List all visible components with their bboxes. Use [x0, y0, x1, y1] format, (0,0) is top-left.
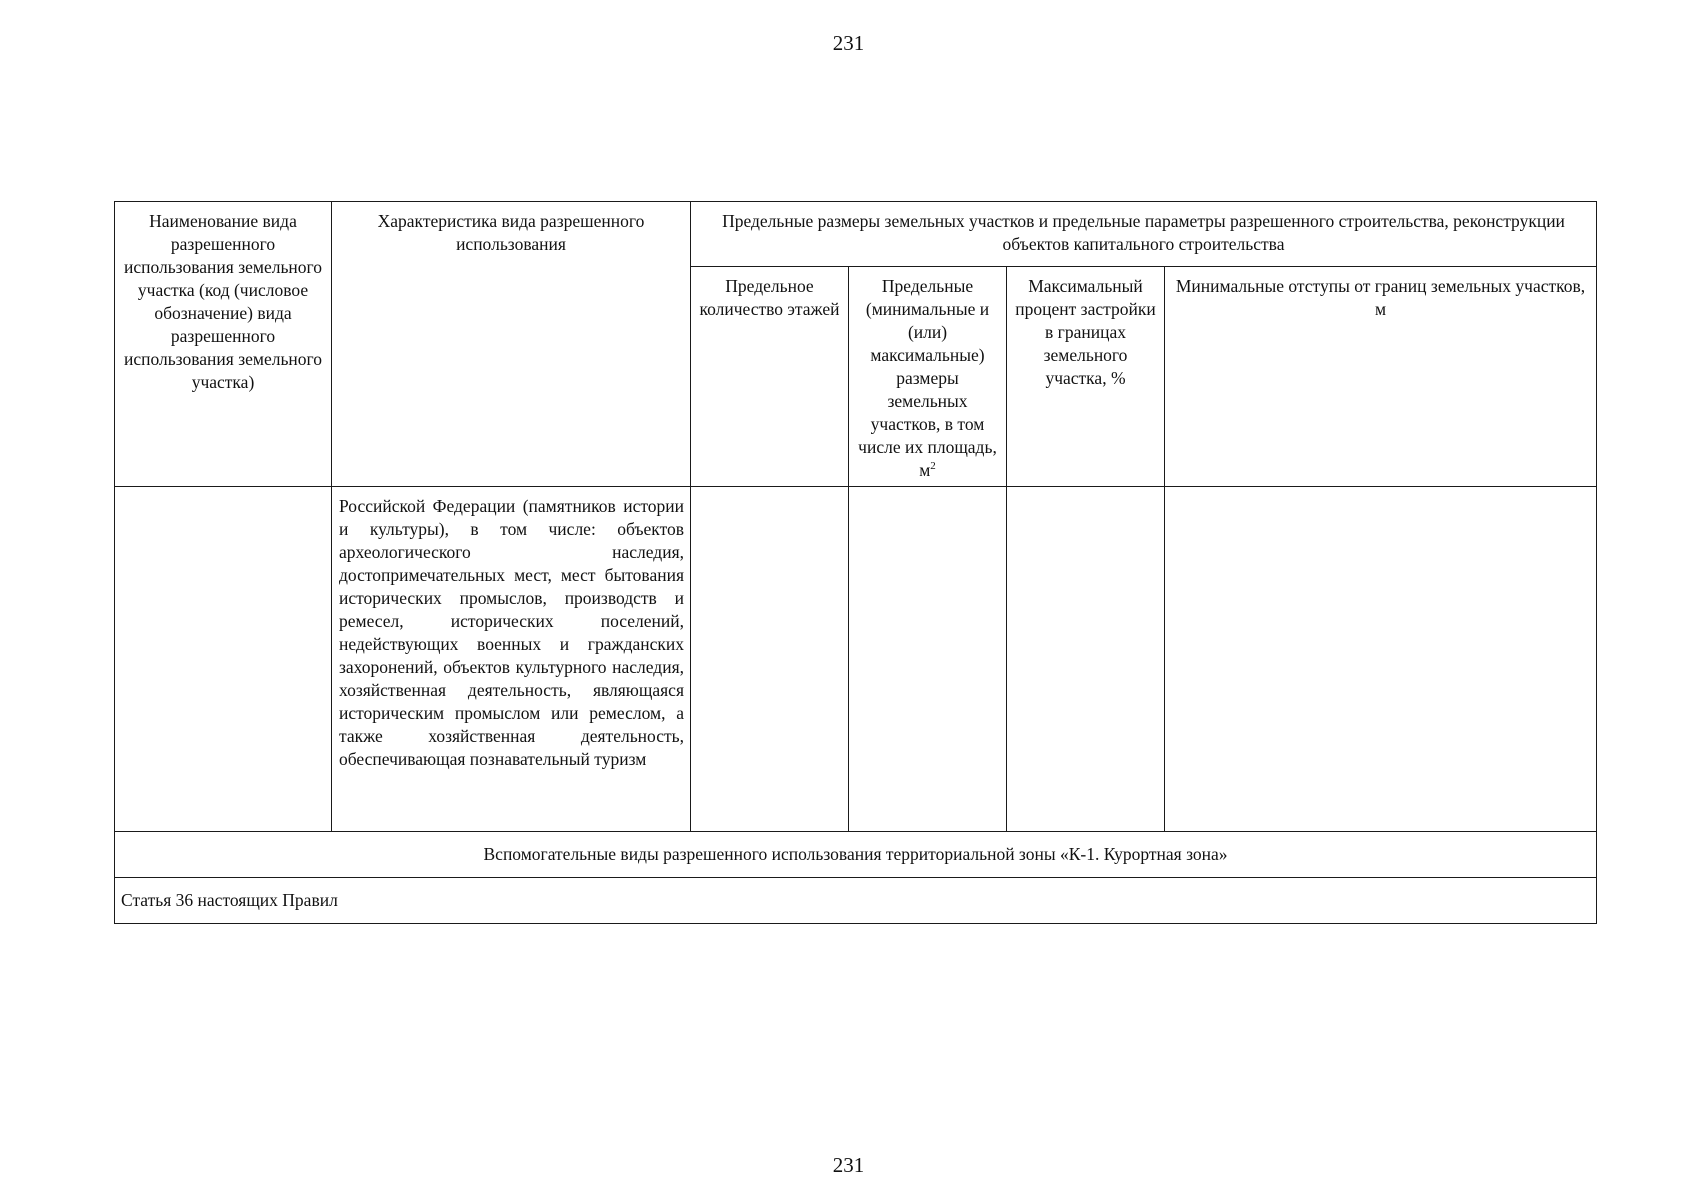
header-cell-characteristic: Характеристика вида разрешенного использования	[332, 202, 691, 487]
page-number-bottom: 231	[832, 1153, 865, 1177]
cell-setbacks	[1165, 487, 1597, 832]
header-cell-limits-group: Предельные размеры земельных участков и предельные параметры разрешенного строительства, реконструкции объектов капитального строительства	[691, 202, 1597, 267]
section-row-auxiliary	[115, 832, 1597, 878]
page-number-top: 231	[832, 31, 865, 55]
header-cell-setbacks: Минимальные отступы от границ земельных участков, м	[1165, 267, 1597, 487]
header-cell-floors: Предельное количество этажей	[691, 267, 849, 487]
cell-floors	[691, 487, 849, 832]
section-heading-auxiliary-uses: Вспомогательные виды разрешенного использования территориальной зоны «К-1. Курортная зона»	[115, 832, 1597, 878]
table-row-article	[115, 878, 1597, 924]
cell-use-name	[115, 487, 332, 832]
cell-sizes	[849, 487, 1007, 832]
header-cell-use-name: Наименование вида разрешенного использования земельного участка (код (числовое обозначение) вида разрешенного использования земельного участка)	[115, 202, 332, 487]
header-cell-sizes	[849, 267, 1007, 487]
header-cell-sizes-superscript: 2	[930, 460, 936, 473]
header-row-1	[115, 202, 1597, 267]
cell-article-reference: Статья 36 настоящих Правил	[115, 878, 1597, 924]
cell-max-percent	[1007, 487, 1165, 832]
zoning-parameters-table	[114, 201, 1597, 924]
table-row	[115, 487, 1597, 832]
cell-characteristic: Российской Федерации (памятников истории и культуры), в том числе: объектов археологического наследия, достопримечательных мест, мест бытования исторических промыслов, производств и ремесел, исторических поселений, недействующих военных и гражданских захоронений, объектов культурного наследия, хозяйственная деятельность, являющаяся историческим промыслом или ремеслом, а также хозяйственная деятельность, обеспечивающая познавательный туризм	[332, 487, 691, 832]
header-cell-sizes-text: Предельные (минимальные и (или) максимальные) размеры земельных участков, в том числе их площадь, м	[858, 276, 997, 480]
header-cell-max-percent: Максимальный процент застройки в границах земельного участка, %	[1007, 267, 1165, 487]
